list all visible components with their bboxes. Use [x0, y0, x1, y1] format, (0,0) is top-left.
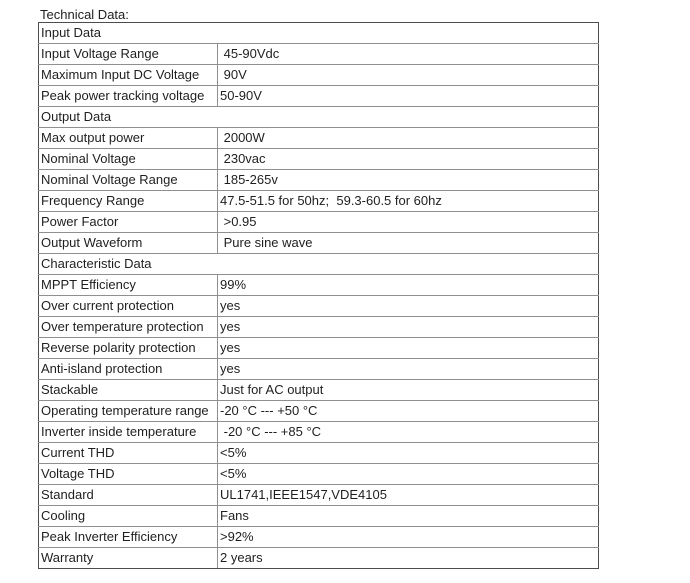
row-value-cell: <5%: [218, 443, 599, 464]
row-label-cell: Input Voltage Range: [39, 44, 218, 65]
row-value-cell: >92%: [218, 527, 599, 548]
row-value-cell: 47.5-51.5 for 50hz; 59.3-60.5 for 60hz: [218, 191, 599, 212]
table-row: [39, 107, 599, 128]
row-label-cell: Current THD: [39, 443, 218, 464]
table-row: [39, 212, 599, 233]
row-value-cell: >0.95: [218, 212, 599, 233]
table-row: [39, 170, 599, 191]
row-label-cell: Inverter inside temperature: [39, 422, 218, 443]
table-row: [39, 128, 599, 149]
row-label-cell: Nominal Voltage Range: [39, 170, 218, 191]
table-row: [39, 548, 599, 569]
section-header-cell: Input Data: [39, 23, 599, 44]
row-value-cell: UL1741,IEEE1547,VDE4105: [218, 485, 599, 506]
row-value-cell: yes: [218, 317, 599, 338]
row-label-cell: Anti-island protection: [39, 359, 218, 380]
table-row: [39, 443, 599, 464]
table-row: [39, 149, 599, 170]
table-row: [39, 422, 599, 443]
row-label-cell: Reverse polarity protection: [39, 338, 218, 359]
row-label-cell: Standard: [39, 485, 218, 506]
section-header-cell: Characteristic Data: [39, 254, 599, 275]
table-row: [39, 527, 599, 548]
row-value-cell: 2000W: [218, 128, 599, 149]
row-value-cell: yes: [218, 296, 599, 317]
row-label-cell: Over temperature protection: [39, 317, 218, 338]
table-row: [39, 380, 599, 401]
row-label-cell: Operating temperature range: [39, 401, 218, 422]
row-value-cell: -20 °C --- +50 °C: [218, 401, 599, 422]
row-label-cell: Power Factor: [39, 212, 218, 233]
table-row: [39, 359, 599, 380]
table-row: [39, 296, 599, 317]
table-row: [39, 506, 599, 527]
row-label-cell: Over current protection: [39, 296, 218, 317]
row-value-cell: 50-90V: [218, 86, 599, 107]
table-row: [39, 23, 599, 44]
row-label-cell: Peak power tracking voltage: [39, 86, 218, 107]
table-row: [39, 485, 599, 506]
row-value-cell: <5%: [218, 464, 599, 485]
row-value-cell: 99%: [218, 275, 599, 296]
row-label-cell: MPPT Efficiency: [39, 275, 218, 296]
row-label-cell: Voltage THD: [39, 464, 218, 485]
row-label-cell: Cooling: [39, 506, 218, 527]
row-value-cell: 230vac: [218, 149, 599, 170]
row-value-cell: 90V: [218, 65, 599, 86]
row-value-cell: Pure sine wave: [218, 233, 599, 254]
table-row: [39, 86, 599, 107]
section-header-cell: Output Data: [39, 107, 599, 128]
row-value-cell: yes: [218, 338, 599, 359]
table-row: [39, 275, 599, 296]
row-value-cell: 185-265v: [218, 170, 599, 191]
row-label-cell: Peak Inverter Efficiency: [39, 527, 218, 548]
table-row: [39, 65, 599, 86]
page-title: Technical Data:: [40, 7, 129, 22]
table-row: [39, 338, 599, 359]
row-value-cell: yes: [218, 359, 599, 380]
row-value-cell: 2 years: [218, 548, 599, 569]
table-row: [39, 317, 599, 338]
row-label-cell: Output Waveform: [39, 233, 218, 254]
row-label-cell: Stackable: [39, 380, 218, 401]
table-row: [39, 464, 599, 485]
row-label-cell: Nominal Voltage: [39, 149, 218, 170]
table-row: [39, 191, 599, 212]
row-label-cell: Maximum Input DC Voltage: [39, 65, 218, 86]
table-row: [39, 254, 599, 275]
table-row: [39, 401, 599, 422]
row-label-cell: Frequency Range: [39, 191, 218, 212]
row-label-cell: Warranty: [39, 548, 218, 569]
table-row: [39, 233, 599, 254]
row-value-cell: Just for AC output: [218, 380, 599, 401]
table-row: [39, 44, 599, 65]
row-value-cell: Fans: [218, 506, 599, 527]
row-value-cell: -20 °C --- +85 °C: [218, 422, 599, 443]
technical-data-table: [38, 22, 599, 569]
row-label-cell: Max output power: [39, 128, 218, 149]
row-value-cell: 45-90Vdc: [218, 44, 599, 65]
